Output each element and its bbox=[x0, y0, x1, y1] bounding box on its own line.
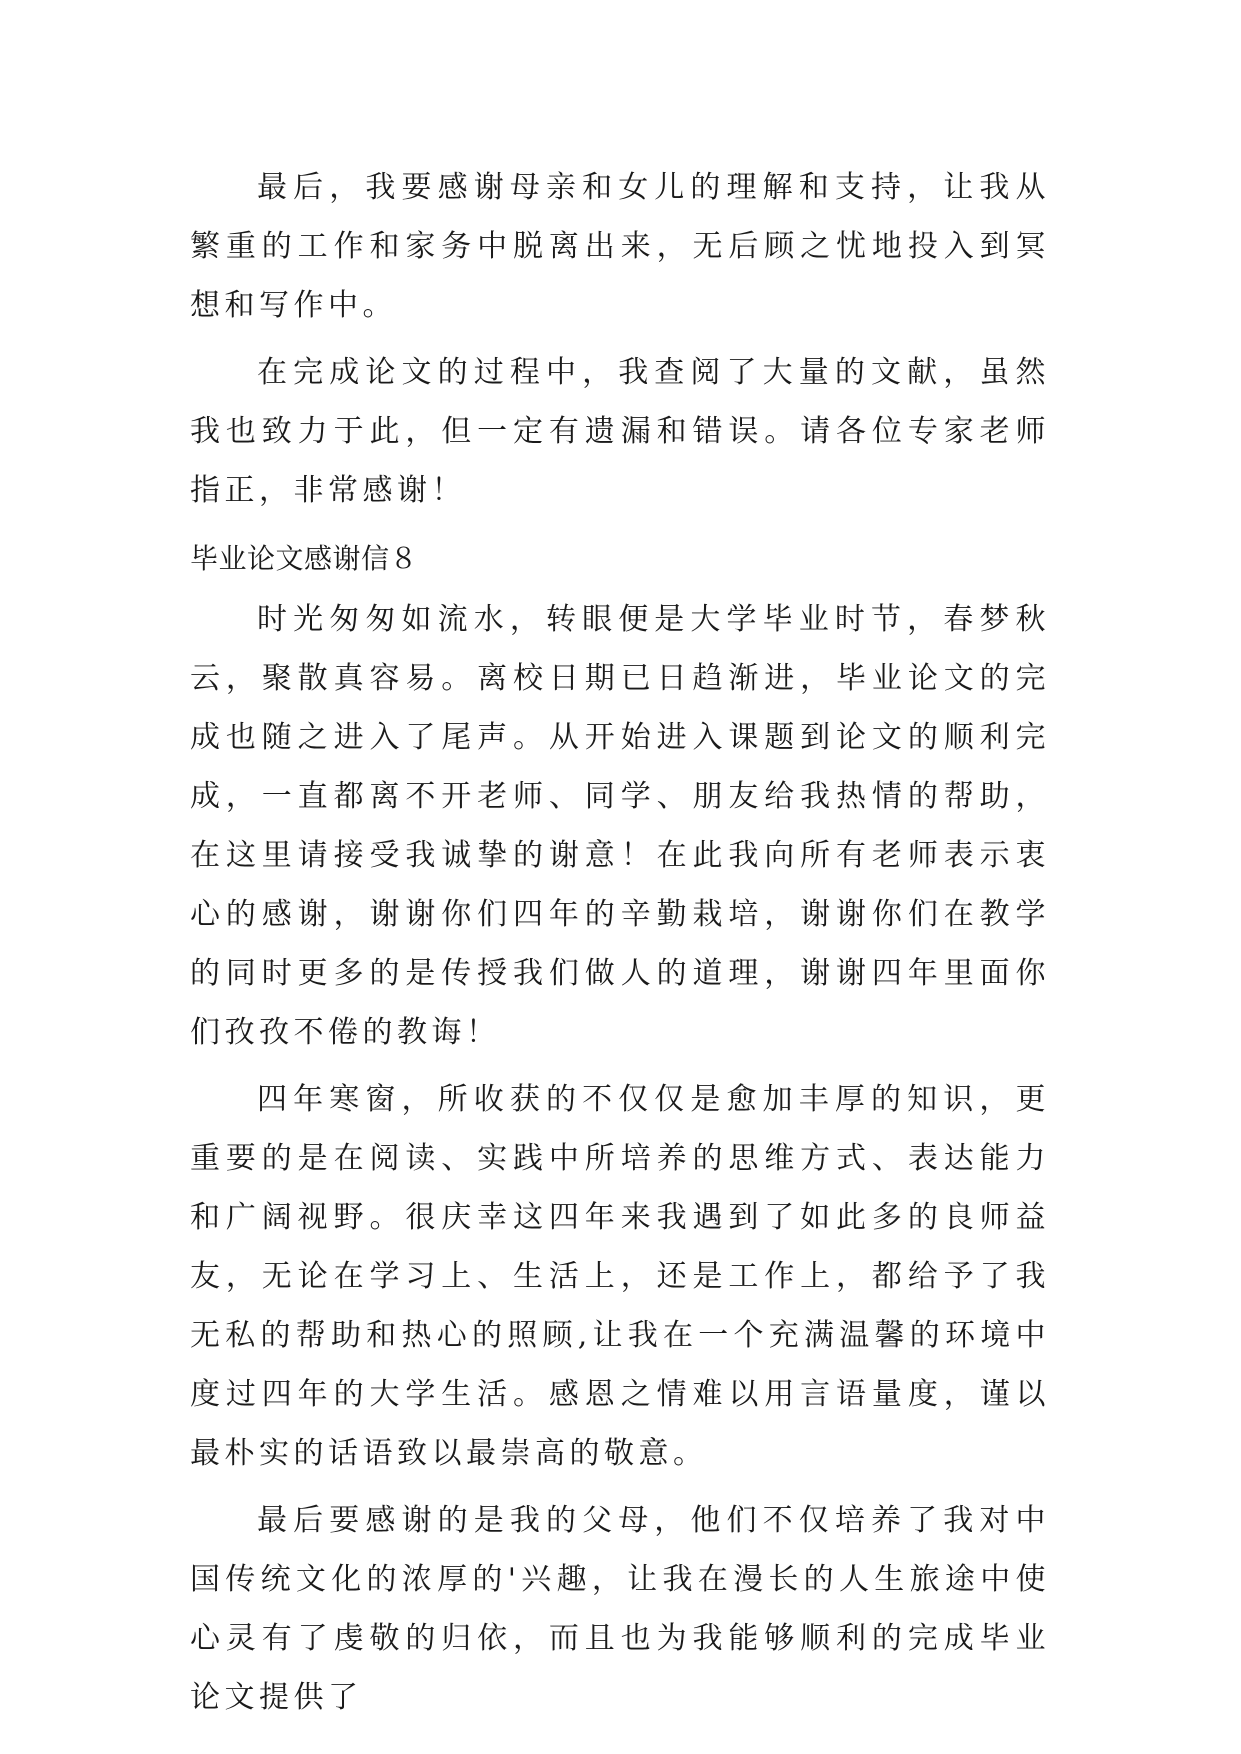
section-title: 毕业论文感谢信８ bbox=[190, 542, 419, 575]
paragraph-thanks-family: 最后，我要感谢母亲和女儿的理解和支持，让我从繁重的工作和家务中脱离出来，无后顾之忧地投入到冥想和写作中。 bbox=[190, 170, 1050, 323]
paragraph-literature-note: 在完成论文的过程中，我查阅了大量的文献，虽然我也致力于此，但一定有遗漏和错误。请各位专家老师指正，非常感谢！ bbox=[190, 355, 1050, 508]
paragraph-thanks-parents: 最后要感谢的是我的父母，他们不仅培养了我对中国传统文化的浓厚的'兴趣，让我在漫长的人生旅途中使心灵有了虔敬的归依，而且也为我能够顺利的完成毕业论文提供了 bbox=[190, 1503, 1050, 1715]
paragraph-four-years: 四年寒窗，所收获的不仅仅是愈加丰厚的知识，更重要的是在阅读、实践中所培养的思维方式、表达能力和广阔视野。很庆幸这四年来我遇到了如此多的良师益友，无论在学习上、生活上，还是工作上，都给予了我无私的帮助和热心的照顾,让我在一个充满温馨的环境中度过四年的大学生活。感恩之情难以用言语量度，谨以最朴实的话语致以最崇高的敬意。 bbox=[190, 1082, 1050, 1471]
document-body bbox=[190, 158, 1050, 1735]
paragraph-graduation-time: 时光匆匆如流水，转眼便是大学毕业时节，春梦秋云，聚散真容易。离校日期已日趋渐进，毕业论文的完成也随之进入了尾声。从开始进入课题到论文的顺利完成，一直都离不开老师、同学、朋友给我热情的帮助，在这里请接受我诚挚的谢意！在此我向所有老师表示衷心的感谢，谢谢你们四年的辛勤栽培，谢谢你们在教学的同时更多的是传授我们做人的道理，谢谢四年里面你们孜孜不倦的教诲！ bbox=[190, 602, 1050, 1050]
